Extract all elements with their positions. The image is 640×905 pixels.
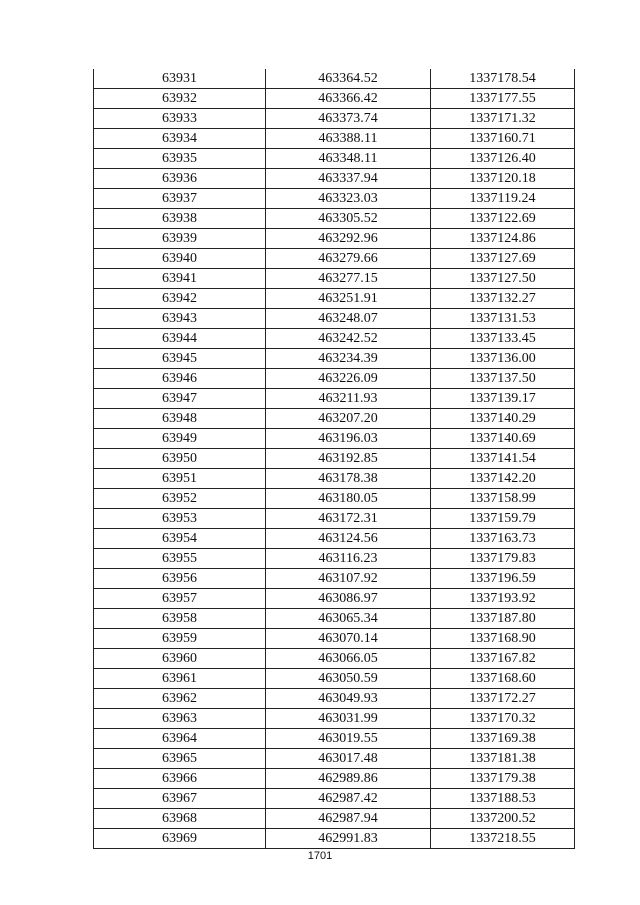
- northing-cell: 1337120.18: [431, 169, 575, 189]
- easting-cell: 463388.11: [266, 129, 431, 149]
- point-id-cell: 63938: [94, 209, 266, 229]
- northing-cell: 1337119.24: [431, 189, 575, 209]
- point-id-cell: 63933: [94, 109, 266, 129]
- coordinates-table: [93, 69, 575, 849]
- table-row: [94, 269, 575, 289]
- point-id-cell: 63953: [94, 509, 266, 529]
- point-id-cell: 63935: [94, 149, 266, 169]
- northing-cell: 1337158.99: [431, 489, 575, 509]
- table-row: [94, 249, 575, 269]
- point-id-cell: 63952: [94, 489, 266, 509]
- northing-cell: 1337178.54: [431, 69, 575, 89]
- point-id-cell: 63957: [94, 589, 266, 609]
- northing-cell: 1337168.90: [431, 629, 575, 649]
- northing-cell: 1337181.38: [431, 749, 575, 769]
- point-id-cell: 63954: [94, 529, 266, 549]
- table-row: [94, 369, 575, 389]
- point-id-cell: 63956: [94, 569, 266, 589]
- table-row: [94, 669, 575, 689]
- point-id-cell: 63967: [94, 789, 266, 809]
- easting-cell: 463172.31: [266, 509, 431, 529]
- table-row: [94, 829, 575, 849]
- point-id-cell: 63964: [94, 729, 266, 749]
- easting-cell: 463207.20: [266, 409, 431, 429]
- northing-cell: 1337172.27: [431, 689, 575, 709]
- table-row: [94, 389, 575, 409]
- table-row: [94, 89, 575, 109]
- easting-cell: 463049.93: [266, 689, 431, 709]
- table-row: [94, 649, 575, 669]
- northing-cell: 1337170.32: [431, 709, 575, 729]
- northing-cell: 1337140.69: [431, 429, 575, 449]
- point-id-cell: 63960: [94, 649, 266, 669]
- easting-cell: 463124.56: [266, 529, 431, 549]
- easting-cell: 463234.39: [266, 349, 431, 369]
- northing-cell: 1337139.17: [431, 389, 575, 409]
- table-row: [94, 569, 575, 589]
- easting-cell: 463292.96: [266, 229, 431, 249]
- point-id-cell: 63939: [94, 229, 266, 249]
- northing-cell: 1337140.29: [431, 409, 575, 429]
- table-row: [94, 109, 575, 129]
- easting-cell: 462987.42: [266, 789, 431, 809]
- point-id-cell: 63940: [94, 249, 266, 269]
- northing-cell: 1337133.45: [431, 329, 575, 349]
- table-row: [94, 749, 575, 769]
- easting-cell: 463070.14: [266, 629, 431, 649]
- easting-cell: 463211.93: [266, 389, 431, 409]
- table-row: [94, 709, 575, 729]
- easting-cell: 463180.05: [266, 489, 431, 509]
- northing-cell: 1337122.69: [431, 209, 575, 229]
- point-id-cell: 63951: [94, 469, 266, 489]
- northing-cell: 1337137.50: [431, 369, 575, 389]
- easting-cell: 463116.23: [266, 549, 431, 569]
- point-id-cell: 63932: [94, 89, 266, 109]
- table-row: [94, 809, 575, 829]
- table-row: [94, 489, 575, 509]
- northing-cell: 1337160.71: [431, 129, 575, 149]
- easting-cell: 463364.52: [266, 69, 431, 89]
- point-id-cell: 63934: [94, 129, 266, 149]
- point-id-cell: 63944: [94, 329, 266, 349]
- point-id-cell: 63965: [94, 749, 266, 769]
- table-row: [94, 69, 575, 89]
- table-row: [94, 409, 575, 429]
- easting-cell: 463178.38: [266, 469, 431, 489]
- table-row: [94, 469, 575, 489]
- table-row: [94, 329, 575, 349]
- point-id-cell: 63931: [94, 69, 266, 89]
- point-id-cell: 63945: [94, 349, 266, 369]
- point-id-cell: 63968: [94, 809, 266, 829]
- easting-cell: 463196.03: [266, 429, 431, 449]
- point-id-cell: 63948: [94, 409, 266, 429]
- table-row: [94, 349, 575, 369]
- point-id-cell: 63942: [94, 289, 266, 309]
- easting-cell: 463348.11: [266, 149, 431, 169]
- northing-cell: 1337218.55: [431, 829, 575, 849]
- easting-cell: 463305.52: [266, 209, 431, 229]
- point-id-cell: 63963: [94, 709, 266, 729]
- northing-cell: 1337159.79: [431, 509, 575, 529]
- table-row: [94, 609, 575, 629]
- easting-cell: 463050.59: [266, 669, 431, 689]
- table-row: [94, 189, 575, 209]
- point-id-cell: 63946: [94, 369, 266, 389]
- table-row: [94, 509, 575, 529]
- easting-cell: 463086.97: [266, 589, 431, 609]
- northing-cell: 1337188.53: [431, 789, 575, 809]
- point-id-cell: 63962: [94, 689, 266, 709]
- point-id-cell: 63959: [94, 629, 266, 649]
- page-number: 1701: [307, 850, 333, 862]
- table-row: [94, 529, 575, 549]
- point-id-cell: 63937: [94, 189, 266, 209]
- table-row: [94, 129, 575, 149]
- table-row: [94, 549, 575, 569]
- easting-cell: 463031.99: [266, 709, 431, 729]
- northing-cell: 1337124.86: [431, 229, 575, 249]
- easting-cell: 462989.86: [266, 769, 431, 789]
- table-row: [94, 769, 575, 789]
- point-id-cell: 63947: [94, 389, 266, 409]
- easting-cell: 463019.55: [266, 729, 431, 749]
- easting-cell: 463017.48: [266, 749, 431, 769]
- northing-cell: 1337179.83: [431, 549, 575, 569]
- table-row: [94, 289, 575, 309]
- point-id-cell: 63943: [94, 309, 266, 329]
- northing-cell: 1337163.73: [431, 529, 575, 549]
- northing-cell: 1337187.80: [431, 609, 575, 629]
- easting-cell: 463277.15: [266, 269, 431, 289]
- easting-cell: 462991.83: [266, 829, 431, 849]
- northing-cell: 1337168.60: [431, 669, 575, 689]
- easting-cell: 463373.74: [266, 109, 431, 129]
- easting-cell: 463279.66: [266, 249, 431, 269]
- easting-cell: 463366.42: [266, 89, 431, 109]
- table-row: [94, 729, 575, 749]
- northing-cell: 1337127.50: [431, 269, 575, 289]
- point-id-cell: 63955: [94, 549, 266, 569]
- point-id-cell: 63961: [94, 669, 266, 689]
- northing-cell: 1337132.27: [431, 289, 575, 309]
- table-row: [94, 229, 575, 249]
- easting-cell: 463226.09: [266, 369, 431, 389]
- easting-cell: 463242.52: [266, 329, 431, 349]
- northing-cell: 1337136.00: [431, 349, 575, 369]
- point-id-cell: 63941: [94, 269, 266, 289]
- point-id-cell: 63936: [94, 169, 266, 189]
- table-row: [94, 589, 575, 609]
- northing-cell: 1337127.69: [431, 249, 575, 269]
- easting-cell: 463065.34: [266, 609, 431, 629]
- easting-cell: 463107.92: [266, 569, 431, 589]
- point-id-cell: 63958: [94, 609, 266, 629]
- northing-cell: 1337131.53: [431, 309, 575, 329]
- easting-cell: 463066.05: [266, 649, 431, 669]
- point-id-cell: 63949: [94, 429, 266, 449]
- table-row: [94, 209, 575, 229]
- table-row: [94, 149, 575, 169]
- northing-cell: 1337167.82: [431, 649, 575, 669]
- northing-cell: 1337169.38: [431, 729, 575, 749]
- table-row: [94, 629, 575, 649]
- table-row: [94, 309, 575, 329]
- northing-cell: 1337141.54: [431, 449, 575, 469]
- northing-cell: 1337171.32: [431, 109, 575, 129]
- easting-cell: 463337.94: [266, 169, 431, 189]
- point-id-cell: 63966: [94, 769, 266, 789]
- northing-cell: 1337177.55: [431, 89, 575, 109]
- northing-cell: 1337142.20: [431, 469, 575, 489]
- easting-cell: 463192.85: [266, 449, 431, 469]
- northing-cell: 1337126.40: [431, 149, 575, 169]
- northing-cell: 1337200.52: [431, 809, 575, 829]
- easting-cell: 462987.94: [266, 809, 431, 829]
- coordinates-table-body: [94, 69, 575, 849]
- easting-cell: 463248.07: [266, 309, 431, 329]
- point-id-cell: 63950: [94, 449, 266, 469]
- table-row: [94, 789, 575, 809]
- point-id-cell: 63969: [94, 829, 266, 849]
- easting-cell: 463323.03: [266, 189, 431, 209]
- easting-cell: 463251.91: [266, 289, 431, 309]
- table-row: [94, 429, 575, 449]
- table-row: [94, 689, 575, 709]
- table-row: [94, 449, 575, 469]
- northing-cell: 1337196.59: [431, 569, 575, 589]
- northing-cell: 1337193.92: [431, 589, 575, 609]
- northing-cell: 1337179.38: [431, 769, 575, 789]
- table-row: [94, 169, 575, 189]
